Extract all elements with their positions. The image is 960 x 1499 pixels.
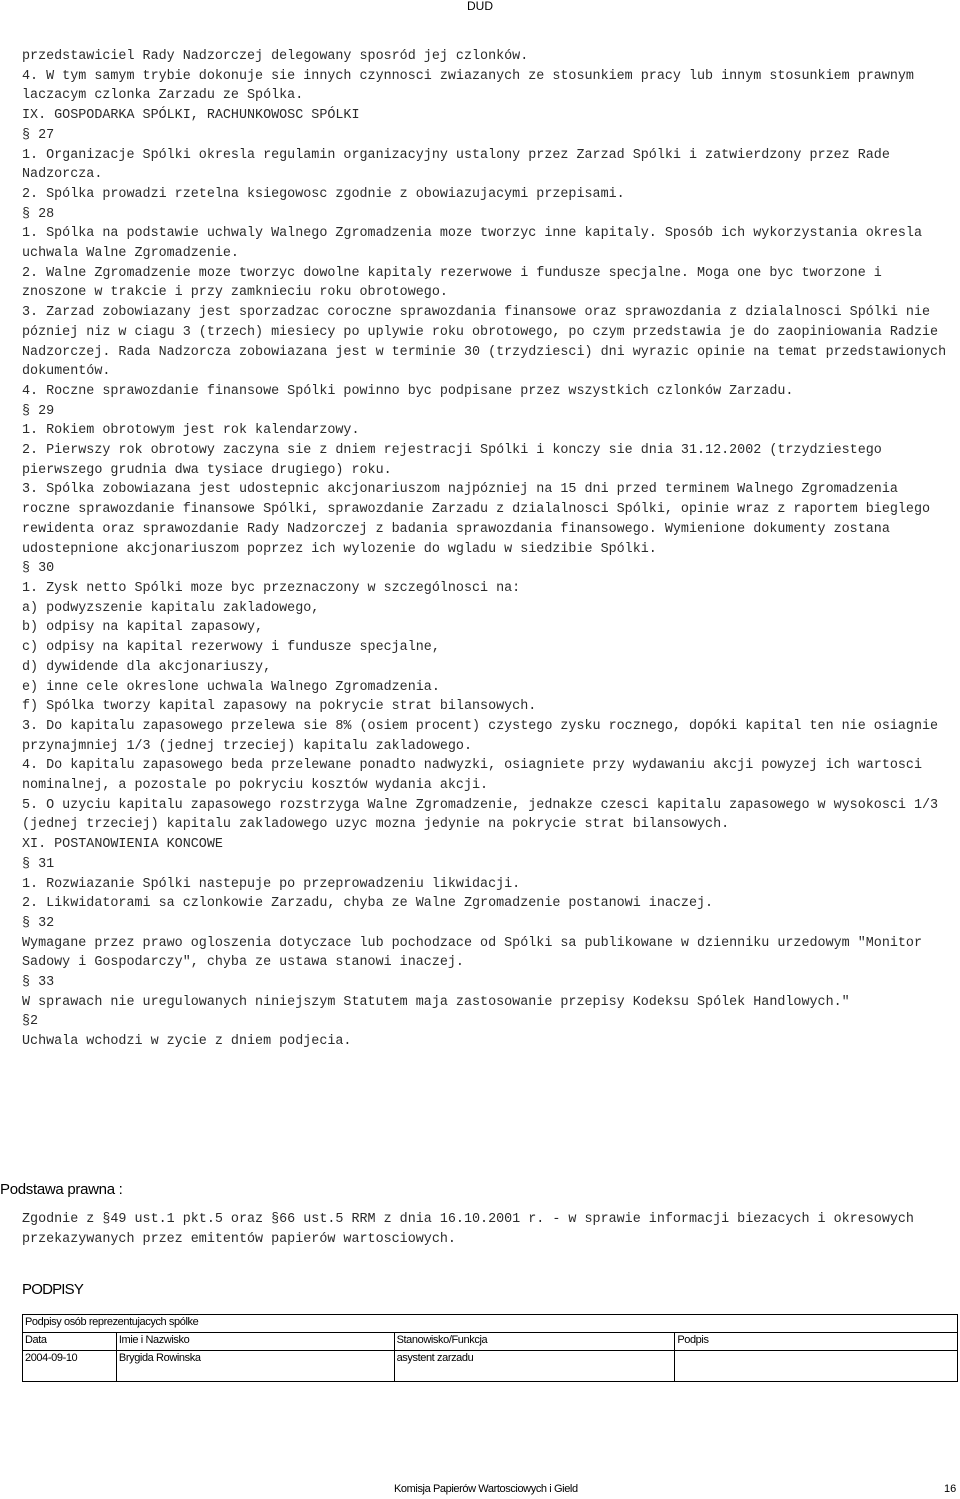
- statute-body-text: przedstawiciel Rady Nadzorczej delegowany sposród jej czlonków. 4. W tym samym trybie dokonuje sie innych czynnosci zwiazanych ze stosunkiem pracy lub innym stosunkiem prawnym laczacym czlonka Zarzadu ze Spólka. IX. GOSPODARKA SPÓLKI, RACHUNKOWOSC SPÓLKI § 27 1. Organizacje Spólki okresla regulamin organizacyjny ustalony przez Zarzad Spólki i zatwierdzony przez Rade Nadzorcza. 2. Spólka prowadzi rzetelna ksiegowosc zgodnie z obowiazujacymi przepisami. § 28 1. Spólka na podstawie uchwaly Walnego Zgromadzenia moze tworzyc inne kapitaly. Sposób ich wykorzystania okresla uchwala Walne Zgromadzenie. 2. Walne Zgromadzenie moze tworzyc dowolne kapitaly rezerwowe i fundusze specjalne. Moga one byc tworzone i znoszone w trakcie i przy zamknieciu roku obrotowego. 3. Zarzad zobowiazany jest sporzadzac coroczne sprawozdania finansowe oraz sprawozdania z dzialalnosci Spólki nie pózniej niz w ciagu 3 (trzech) miesiecy po uplywie roku obrotowego, po czym przedstawia je do zaopiniowania Radzie Nadzorczej. Rada Nadzorcza zobowiazana jest w terminie 30 (trzydziesci) dni wyrazic opinie na temat przedstawionych dokumentów. 4. Roczne sprawozdanie finansowe Spólki powinno byc podpisane przez wszystkich czlonków Zarzadu. § 29 1. Rokiem obrotowym jest rok kalendarzowy. 2. Pierwszy rok obrotowy zaczyna sie z dniem rejestracji Spólki i konczy sie dnia 31.12.2002 (trzydziestego pierwszego grudnia dwa tysiace drugiego) roku. 3. Spólka zobowiazana jest udostepnic akcjonariuszom najpózniej na 15 dni przed terminem Walnego Zgromadzenia roczne sprawozdanie finansowe Spólki, sprawozdanie Zarzadu z dzialalnosci Spólki, opinie wraz z raportem bieglego rewidenta oraz sprawozdanie Rady Nadzorczej z badania sprawozdania finansowego. Wymienione dokumenty zostana udostepnione akcjonariuszom poprzez ich wylozenie do wgladu w siedzibie Spólki. § 30 1. Zysk netto Spólki moze byc przeznaczony w szczególnosci na: a) podwyzszenie kapitalu zakladowego, b) odpisy na kapital zapasowy, c) odpisy na kapital rezerwowy i fundusze specjalne, d) dywidende dla akcjonariuszy, e) inne cele okreslone uchwala Walnego Zgromadzenia. f) Spólka tworzy kapital zapasowy na pokrycie strat bilansowych. 3. Do kapitalu zapasowego przelewa sie 8% (osiem procent) czystego zysku rocznego, dopóki kapital ten nie osiagnie przynajmniej 1/3 (jednej trzeciej) kapitalu zakladowego. 4. Do kapitalu zapasowego beda przelewane ponadto nadwyzki, osiagniete przy wydawaniu akcji powyzej ich wartosci nominalnej, a pozostale po pokryciu kosztów wydania akcji. 5. O uzyciu kapitalu zapasowego rozstrzyga Walne Zgromadzenie, jednakze czesci kapitalu zapasowego w wysokosci 1/3 (jednej trzeciej) kapitalu zakladowego uzyc mozna jedynie na pokrycie strat bilansowych. XI. POSTANOWIENIA KONCOWE § 31 1. Rozwiazanie Spólki nastepuje po przeprowadzeniu likwidacji. 2. Likwidatorami sa czlonkowie Zarzadu, chyba ze Walne Zgromadzenie postanowi inaczej. § 32 Wymagane przez prawo ogloszenia dotyczace lub pochodzace od Spólki sa publikowane w dzienniku urzedowym "Monitor Sadowy i Gospodarczy", chyba ze ustawa stanowi inaczej. § 33 W sprawach nie uregulowanych niniejszym Statutem maja zastosowanie przepisy Kodeksu Spólek Handlowych." §2 Uchwala wchodzi w zycie z dniem podjecia.: [22, 49, 947, 1050]
- legal-basis-text: Zgodnie z §49 ust.1 pkt.5 oraz §66 ust.5 RRM z dnia 16.10.2001 r. - w sprawie informacji biezacych i okresowych przekazywanych przez emitentów papierów wartosciowych.: [22, 1212, 923, 1247]
- signature-signature-cell: [675, 1351, 958, 1382]
- legal-basis-heading: Podstawa prawna :: [0, 1181, 123, 1198]
- signatures-table-header-row: [23, 1333, 958, 1351]
- signatures-table: [22, 1314, 958, 1382]
- table-row: [23, 1351, 958, 1382]
- footer-page-number: 16: [944, 1483, 957, 1495]
- document-header-title: DUD: [467, 0, 493, 13]
- column-header-signature: Podpis: [675, 1333, 958, 1351]
- signatures-table-title: Podpisy osób reprezentujacych spólke: [23, 1315, 958, 1333]
- signatures-heading: PODPISY: [22, 1281, 84, 1298]
- column-header-date: Data: [23, 1333, 117, 1351]
- signature-name-cell: Brygida Rowinska: [116, 1351, 394, 1382]
- signature-position-cell: asystent zarzadu: [394, 1351, 675, 1382]
- column-header-position: Stanowisko/Funkcja: [394, 1333, 675, 1351]
- column-header-name: Imie i Nazwisko: [116, 1333, 394, 1351]
- signatures-table-title-row: [23, 1315, 958, 1333]
- signature-date-cell: 2004-09-10: [23, 1351, 117, 1382]
- footer-organization: Komisja Papierów Wartosciowych i Gield: [394, 1483, 578, 1495]
